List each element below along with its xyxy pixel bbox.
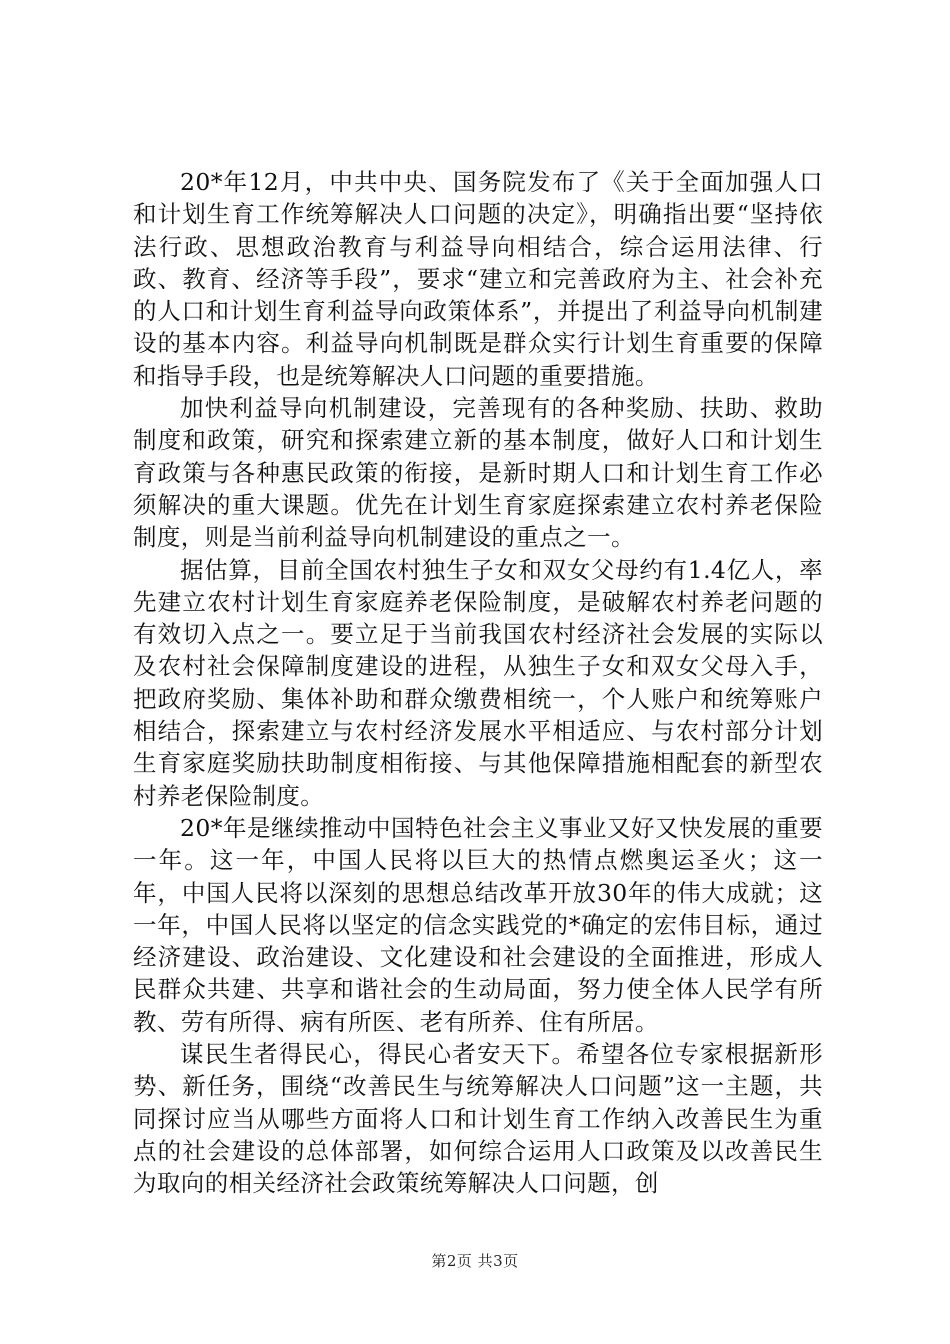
document-body	[133, 166, 823, 1200]
paragraph-5: 谋民生者得民心，得民心者安天下。希望各位专家根据新形势、新任务，围绕“改善民生与统筹解决人口问题”这一主题，共同探讨应当从哪些方面将人口和计划生育工作纳入改善民生为重点的社会建设的总体部署，如何综合运用人口政策及以改善民生为取向的相关经济社会政策统筹解决人口问题，创	[133, 1040, 823, 1198]
paragraph-2: 加快利益导向机制建设，完善现有的各种奖励、扶助、救助制度和政策，研究和探索建立新的基本制度，做好人口和计划生育政策与各种惠民政策的衔接，是新时期人口和计划生育工作必须解决的重大课题。优先在计划生育家庭探索建立农村养老保险制度，则是当前利益导向机制建设的重点之一。	[133, 394, 823, 552]
page-number-footer: 第2页 共3页	[431, 1252, 519, 1270]
paragraph-1: 20*年12月，中共中央、国务院发布了《关于全面加强人口和计划生育工作统筹解决人口问题的决定》，明确指出要“坚持依法行政、思想政治教育与利益导向相结合，综合运用法律、行政、教育、经济等手段”，要求“建立和完善政府为主、社会补充的人口和计划生育利益导向政策体系”，并提出了利益导向机制建设的基本内容。利益导向机制既是群众实行计划生育重要的保障和指导手段，也是统筹解决人口问题的重要措施。	[133, 168, 823, 390]
paragraph-3: 据估算，目前全国农村独生子女和双女父母约有1.4亿人，率先建立农村计划生育家庭养老保险制度，是破解农村养老问题的有效切入点之一。要立足于当前我国农村经济社会发展的实际以及农村社会保障制度建设的进程，从独生子女和双女父母入手，把政府奖励、集体补助和群众缴费相统一，个人账户和统筹账户相结合，探索建立与农村经济发展水平相适应、与农村部分计划生育家庭奖励扶助制度相衔接、与其他保障措施相配套的新型农村养老保险制度。	[133, 555, 823, 810]
paragraph-4: 20*年是继续推动中国特色社会主义事业又好又快发展的重要一年。这一年，中国人民将以巨大的热情点燃奥运圣火；这一年，中国人民将以深刻的思想总结改革开放30年的伟大成就；这一年，中国人民将以坚定的信念实践党的*确定的宏伟目标，通过经济建设、政治建设、文化建设和社会建设的全面推进，形成人民群众共建、共享和谐社会的生动局面，努力使全体人民学有所教、劳有所得、病有所医、老有所养、住有所居。	[133, 813, 823, 1036]
